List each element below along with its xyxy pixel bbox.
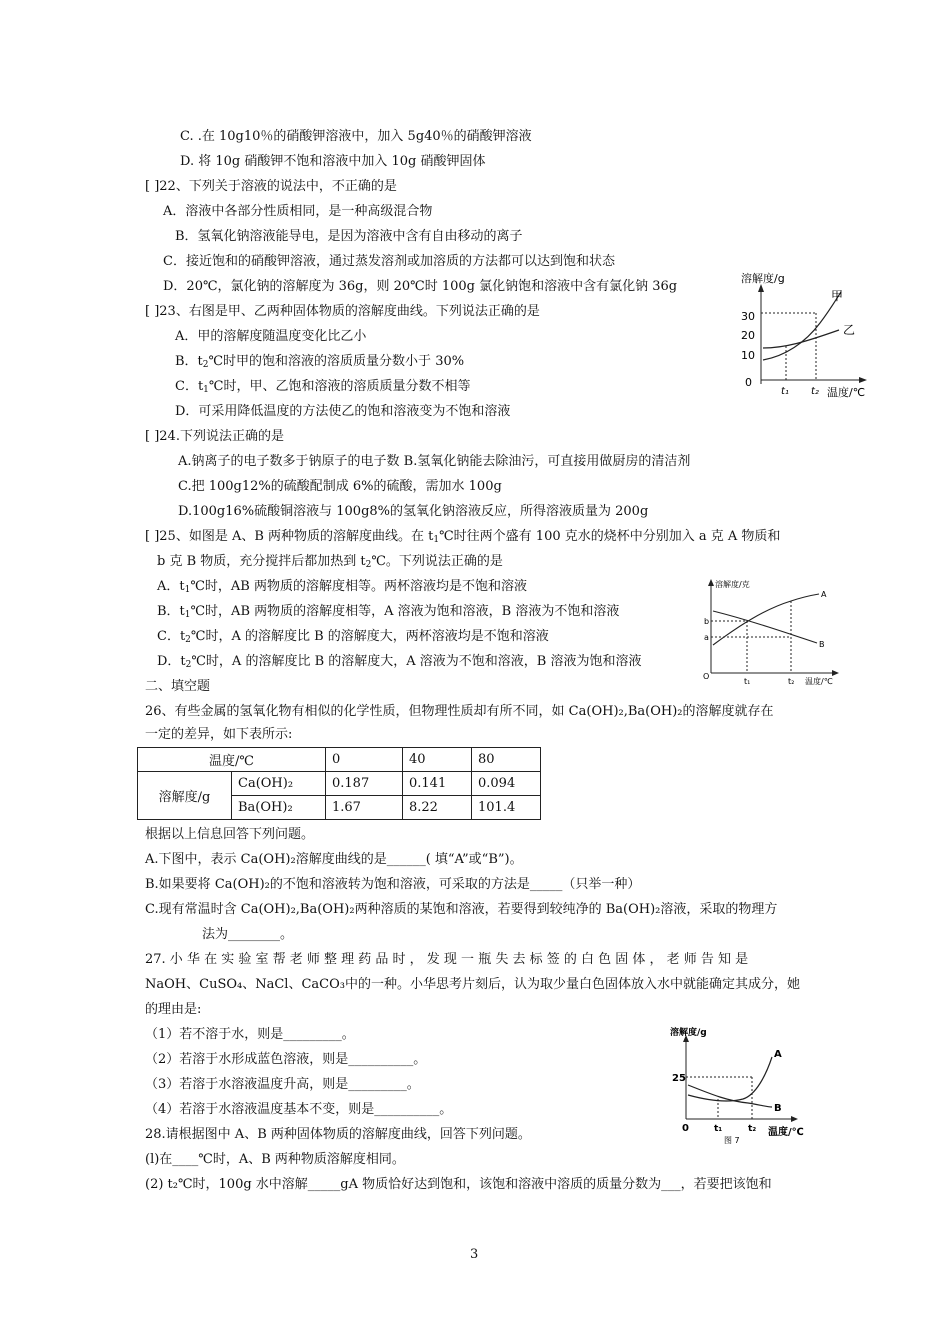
table-cell-baoh2: Ba(OH)₂: [232, 796, 326, 820]
q23-option-a: A．甲的溶解度随温度变化比乙小: [175, 329, 367, 344]
q28-sub-2: (2) t₂℃时，100g 水中溶解_____gA 物质恰好达到饱和，该饱和溶液中溶质的质量分数为___，若要把该饱和: [145, 1177, 772, 1192]
q23-option-b: B．$t_2℃$时甲的饱和溶液的溶质质量分数小于 30%: [175, 354, 465, 370]
q28-curve-a: [688, 1057, 772, 1101]
q26-stem-line2: 一定的差异，如下表所示:: [145, 727, 293, 742]
q23-fig-xlabel: 温度/℃: [827, 386, 866, 399]
q28-fig-ylabel: 溶解度/g: [670, 1028, 707, 1038]
q23-fig-t1: t₁: [781, 386, 789, 397]
q23-fig-label-yi: 乙: [843, 323, 856, 337]
q25-fig-xlabel: 温度/℃: [805, 677, 833, 686]
table-header-0: 0: [326, 748, 403, 772]
q25-fig-label-a: A: [821, 590, 827, 599]
q23-fig-ytick-20: 20: [741, 329, 755, 342]
q26-stem: 26、有些金属的氢氧化物有相似的化学性质，但物理性质却有所不同，如 Ca(OH)₂,Ba(OH)₂的溶解度就存在: [145, 704, 774, 719]
q27-sub-3: （3）若溶于水溶液温度升高，则是_________。: [145, 1077, 420, 1092]
q21-option-d: D. 将 10g 硝酸钾不饱和溶液中加入 10g 硝酸钾固体: [180, 154, 486, 169]
q23-fig-t2: t₂: [811, 386, 819, 397]
q28-sub-1: (l)在____℃时，A、B 两种物质溶解度相同。: [145, 1152, 405, 1167]
table-row-label: 溶解度/g: [138, 772, 232, 820]
table-cell-caoh2: Ca(OH)₂: [232, 772, 326, 796]
q28-fig-tick-25: 25: [672, 1073, 686, 1084]
q24-option-ab: A.钠离子的电子数多于钠原子的电子数 B.氢氧化钠能去除油污，可直接用做厨房的清洁剂: [178, 454, 691, 469]
table-cell: 101.4: [472, 796, 541, 820]
q23-fig-ytick-10: 10: [741, 349, 755, 362]
table-cell: 8.22: [403, 796, 472, 820]
q23-stem: [ ]23、右图是甲、乙两种固体物质的溶解度曲线。下列说法正确的是: [145, 304, 540, 319]
q25-fig-b-tick: b: [704, 617, 710, 626]
q23-fig-label-jia: 甲: [831, 289, 844, 303]
table-header-80: 80: [472, 748, 541, 772]
q25-option-d: D．$t_2℃$时，A 的溶解度比 B 的溶解度大，A 溶液为不饱和溶液，B 溶液为饱和溶液: [157, 654, 642, 670]
q25-fig-label-b: B: [819, 640, 825, 649]
q23-fig-ytick-0: 0: [745, 376, 752, 389]
page-number: 3: [470, 1247, 479, 1262]
q27-sub-4: （4）若溶于水溶液温度基本不变，则是__________。: [145, 1102, 453, 1117]
q22-option-c: C．接近饱和的硝酸钾溶液，通过蒸发溶剂或加溶质的方法都可以达到饱和状态: [163, 254, 615, 269]
q27-stem-line2: NaOH、CuSO₄、NaCl、CaCO₃中的一种。小华思考片刻后，认为取少量白色固体放入水中就能确定其成分，她: [145, 977, 800, 992]
q25-option-b: B．$t_1℃$时，AB 两物质的溶解度相等，A 溶液为饱和溶液，B 溶液为不饱和溶液: [157, 604, 620, 620]
q25-stem-line2: b 克 B 物质，充分搅拌后都加热到 $t_2℃$。下列说法正确的是: [157, 554, 503, 570]
table-row: [138, 748, 541, 772]
q22-option-b: B．氢氧化钠溶液能导电，是因为溶液中含有自由移动的离子: [175, 229, 523, 244]
q24-option-c: C.把 100g12%的硫酸配制成 6%的硫酸，需加水 100g: [178, 479, 502, 494]
q25-option-a: A．$t_1℃$时，AB 两物质的溶解度相等。两杯溶液均是不饱和溶液: [157, 579, 527, 595]
q23-option-c: C．$t_1℃$时，甲、乙饱和溶液的溶质质量分数不相等: [175, 379, 471, 395]
q24-stem: [ ]24.下列说法正确的是: [145, 429, 284, 444]
q28-fig-t1: t₁: [714, 1124, 723, 1134]
table-cell: 0.094: [472, 772, 541, 796]
q27-sub-2: （2）若溶于水形成蓝色溶液，则是__________。: [145, 1052, 427, 1067]
q28-fig-label-b: B: [774, 1103, 782, 1114]
table-header-40: 40: [403, 748, 472, 772]
q28-solubility-figure: [668, 1023, 813, 1148]
q26-question-c-line2: 法为________。: [202, 927, 294, 942]
q22-option-d: D．20℃，氯化钠的溶解度为 36g，则 20℃时 100g 氯化钠饱和溶液中含有氯化钠 36g: [163, 279, 678, 294]
q26-question-c: C.现有常温时含 Ca(OH)₂,Ba(OH)₂两种溶质的某饱和溶液，若要得到较纯净的 Ba(OH)₂溶液，采取的物理方: [145, 902, 778, 917]
q23-curve-jia: [763, 292, 841, 360]
table-cell: 0.141: [403, 772, 472, 796]
q25-fig-origin: O: [703, 672, 710, 681]
q28-fig-origin: 0: [682, 1123, 689, 1134]
q25-fig-t1: t₁: [744, 677, 751, 686]
q23-fig-ylabel: 溶解度/g: [741, 272, 785, 285]
table-cell: 0.187: [326, 772, 403, 796]
q26-solubility-table: [137, 747, 541, 820]
q27-stem-line3: 的理由是:: [145, 1002, 202, 1017]
q24-option-d: D.100g16%硫酸铜溶液与 100g8%的氢氧化钠溶液反应，所得溶液质量为 200g: [178, 504, 649, 519]
q25-fig-ylabel: 溶解度/克: [715, 580, 750, 589]
q23-curve-yi: [763, 330, 839, 348]
q28-fig-label-a: A: [774, 1049, 782, 1060]
q22-stem: [ ]22、下列关于溶液的说法中，不正确的是: [145, 179, 397, 194]
q25-curve-b: [713, 611, 817, 643]
q28-fig-t2: t₂: [748, 1124, 757, 1134]
q25-option-c: C．$t_2℃$时，A 的溶解度比 B 的溶解度大，两杯溶液均是不饱和溶液: [157, 629, 549, 645]
q28-curve-b: [688, 1085, 772, 1107]
section-title-fill-in: 二、填空题: [145, 679, 211, 694]
q27-sub-1: （1）若不溶于水，则是_________。: [145, 1027, 355, 1042]
q25-fig-t2: t₂: [788, 677, 795, 686]
table-row: [138, 772, 541, 796]
q23-fig-ytick-30: 30: [741, 310, 755, 323]
q25-fig-a-tick: a: [704, 633, 709, 642]
q21-option-c: C. .在 10g10％的硝酸钾溶液中，加入 5g40％的硝酸钾溶液: [180, 129, 532, 144]
q26-question-b: B.如果要将 Ca(OH)₂的不饱和溶液转为饱和溶液，可采取的方法是_____（只举一种）: [145, 877, 641, 892]
q28-stem: 28.请根据图中 A、B 两种固体物质的溶解度曲线，回答下列问题。: [145, 1127, 531, 1142]
q26-intro: 根据以上信息回答下列问题。: [145, 827, 315, 842]
q23-option-d: D．可采用降低温度的方法使乙的饱和溶液变为不饱和溶液: [175, 404, 511, 419]
q23-solubility-figure: [735, 268, 875, 400]
q22-option-a: A．溶液中各部分性质相同，是一种高级混合物: [163, 204, 433, 219]
table-cell: 1.67: [326, 796, 403, 820]
q25-stem: [ ]25、如图是 A、B 两种物质的溶解度曲线。在 $t_1℃$时往两个盛有 100 克水的烧杯中分别加入 a 克 A 物质和: [145, 529, 781, 545]
table-header-temp: 温度/℃: [138, 748, 326, 772]
q27-stem: 27. 小 华 在 实 验 室 帮 老 师 整 理 药 品 时 ， 发 现 一 瓶 失 去 标 签 的 白 色 固 体 ， 老 师 告 知 是: [145, 952, 749, 967]
q26-question-a: A.下图中，表示 Ca(OH)₂溶解度曲线的是______( 填“A”或“B”)。: [145, 852, 523, 867]
q28-fig-caption: 图 7: [724, 1136, 740, 1145]
q28-fig-xlabel: 温度/℃: [768, 1127, 804, 1138]
q25-solubility-figure: [695, 573, 845, 691]
